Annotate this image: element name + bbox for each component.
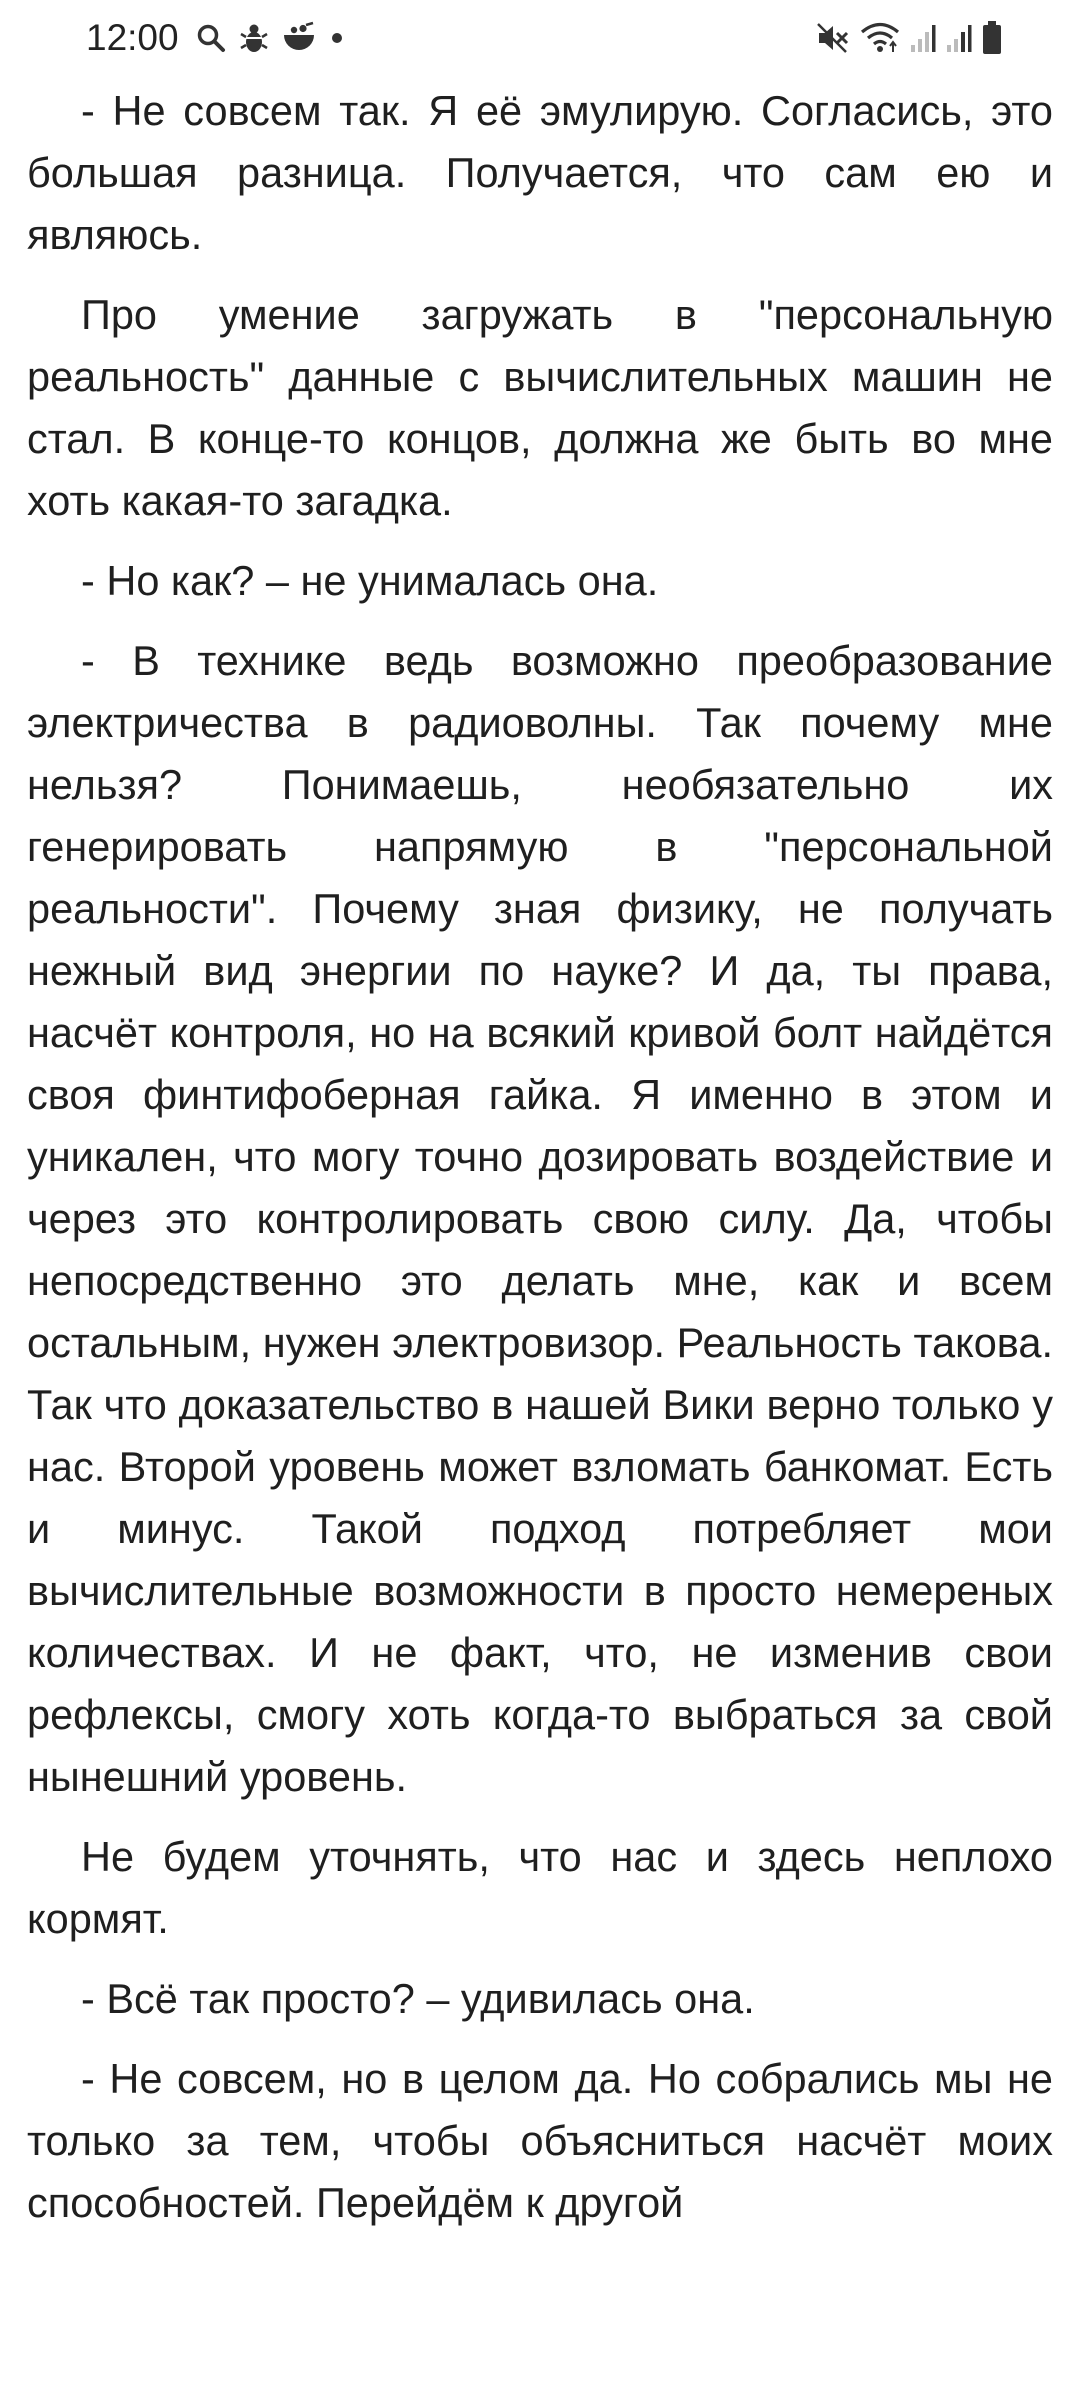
- signal-icon: [946, 23, 972, 53]
- paragraph: - В технике ведь возможно преобразование электричества в радиоволны. Так почему мне нельзя? Понимаешь, необязательно их генерировать напрямую в "персональной реальности". Почему зная физику, не получать нежный вид энергии по науке? И да, ты права, насчёт контроля, но на всякий кривой болт найдётся своя финтифоберная гайка. Я именно в этом и уникален, что могу точно дозировать воздействие и через это контролировать свою силу. Да, чтобы непосредственно это делать мне, как и всем остальным, нужен электровизор. Реальность такова. Так что доказательство в нашей Вики верно только у нас. Второй уровень может взломать банкомат. Есть и минус. Такой подход потребляет мои вычислительные возможности в просто немереных количествах. И не факт, что, не изменив свои рефлексы, смогу хоть когда-то выбраться за свой нынешний уровень.: [27, 637, 1053, 1800]
- signal-icon: [910, 23, 936, 53]
- mute-icon: [816, 22, 850, 54]
- status-time: 12:00: [86, 17, 179, 58]
- reader-page[interactable]: [0, 60, 1080, 2400]
- status-bar: [0, 0, 1080, 76]
- dot-icon: [330, 31, 344, 45]
- paragraph: - Не совсем так. Я её эмулирую. Согласись, это большая разница. Получается, что сам ею и являюсь.: [27, 87, 1053, 258]
- paragraph: Про умение загружать в "персональную реальность" данные с вычислительных машин не стал. В конце-то концов, должна же быть во мне хоть какая-то загадка.: [27, 291, 1053, 524]
- bowl-icon: [282, 23, 316, 53]
- status-system-icons: [816, 14, 1002, 62]
- bug-icon: [240, 22, 268, 54]
- paragraph: - Всё так просто? – удивилась она.: [81, 1975, 755, 2022]
- paragraph: Не будем уточнять, что нас и здесь неплохо кормят.: [27, 1833, 1053, 1942]
- battery-icon: [982, 21, 1002, 55]
- paragraph: - Не совсем, но в целом да. Но собрались мы не только за тем, чтобы объясниться насчёт моих способностей. Перейдём к другой: [27, 2055, 1053, 2226]
- wifi-icon: [860, 22, 900, 54]
- status-notification-icons: [196, 14, 344, 62]
- reader-text: [27, 0, 1053, 2252]
- paragraph: - Но как? – не унималась она.: [81, 557, 659, 604]
- search-icon: [196, 23, 226, 53]
